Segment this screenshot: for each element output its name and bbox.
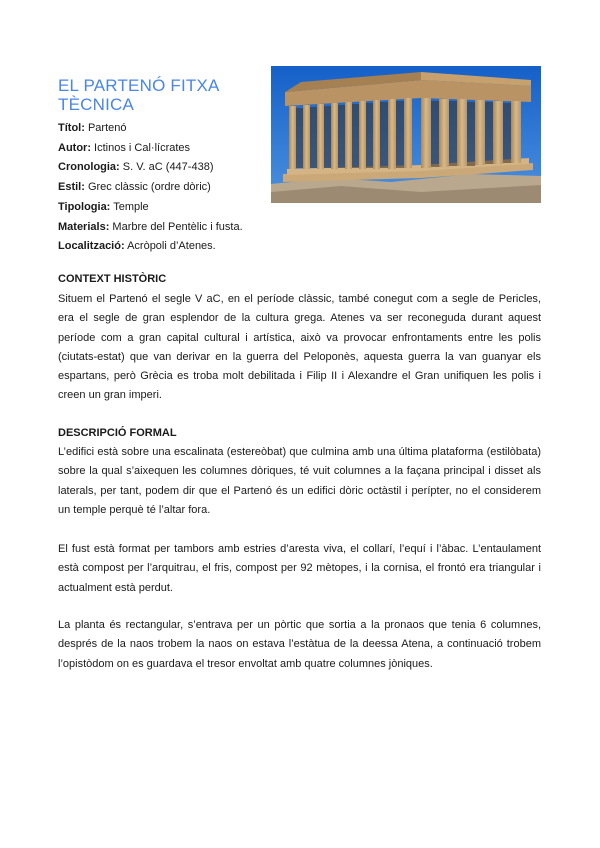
formal-paragraph-2: El fust està format per tambors amb estries d’aresta viva, el collarí, l’equí i l’àbac. L’entaulament està compost per l’arquitrau, el fris, compost per 92 mètopes, i la cornisa, el frontó era triangular i actualment està perdut.: [58, 543, 541, 594]
formal-heading: DESCRIPCIÓ FORMAL: [58, 427, 177, 439]
fact-materials: Materials: Marbre del Pentèlic i fusta.: [58, 220, 243, 233]
fact-typology: Tipologia: Temple: [58, 200, 149, 213]
parthenon-photo: [271, 66, 541, 203]
document-title: EL PARTENÓ FITXA TÈCNICA: [58, 76, 219, 114]
context-heading: CONTEXT HISTÒRIC: [58, 273, 167, 285]
formal-paragraph-3: La planta és rectangular, s’entrava per un pòrtic que sortia a la pronaos que tenia 6 columnes, després de la naos trobem la naos on estava l’estàtua de la deessa Atena, a continuació trobem l’opistòdom on es guardava el tresor envoltat amb quatre columnes jòniques.: [58, 619, 541, 670]
fact-sheet: [58, 119, 278, 257]
fact-author: Autor: Ictinos i Cal·lícrates: [58, 141, 191, 154]
fact-title: Títol: Partenó: [58, 122, 127, 134]
fact-chronology: Cronologia: S. V. aC (447-438): [58, 161, 214, 174]
context-paragraph: Situem el Partenó el segle V aC, en el període clàssic, també conegut com a segle de Pericles, era el segle de gran esplendor de la cultura grega. Atenes va ser reconeguda durant aquest període com a gran capital cultural i artística, això va provocar enfrontaments entre les polis (ciutats-estat) que van derivar en la guerra del Peloponès, aquesta guerra la van guanyar els espartans, però Grècia es troba molt debilitada i Filip II i Alexandre el Gran unifiquen les polis i creen un gran imperi.: [58, 293, 541, 402]
formal-paragraph-1: L’edifici està sobre una escalinata (estereòbat) que culmina amb una última plataforma (estilòbata) sobre la qual s’aixequen les columnes dòriques, té vuit columnes a la façana principal i disset als laterals, per tant, podem dir que el Partenó és un edifici dòric octàstil i perípter, no el considerem un temple perquè té l’altar fora.: [58, 446, 541, 516]
fact-style: Estil: Grec clàssic (ordre dòric): [58, 181, 211, 194]
fact-location: Localització: Acròpoli d’Atenes.: [58, 240, 216, 253]
